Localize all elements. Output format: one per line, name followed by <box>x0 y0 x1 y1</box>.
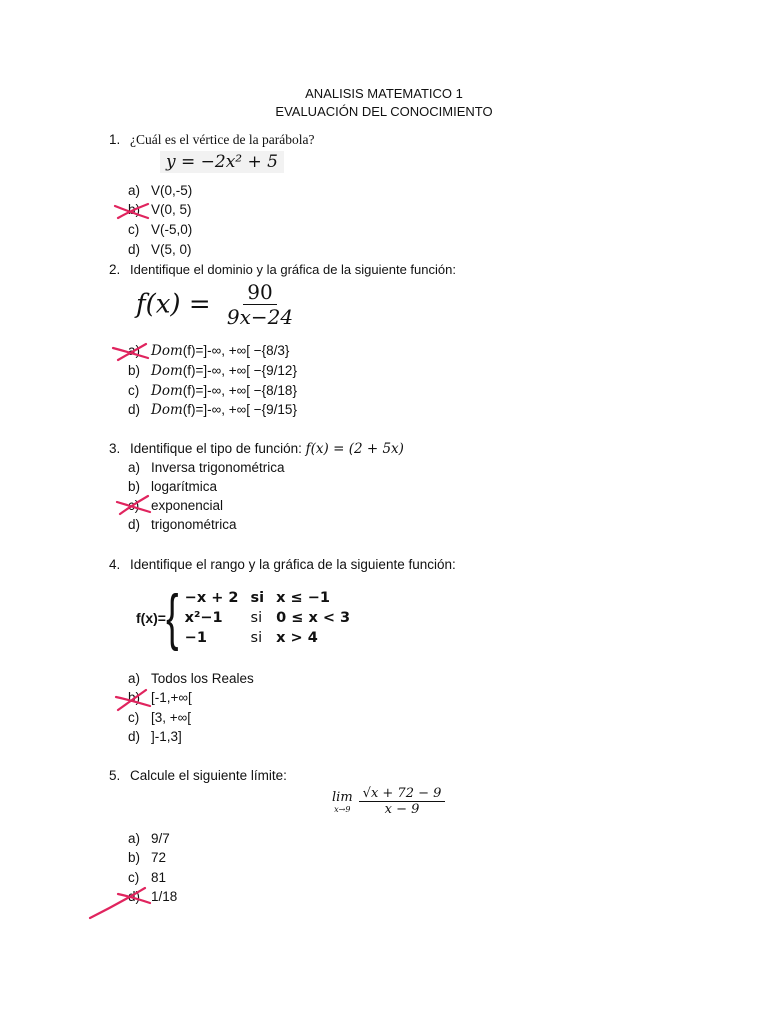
q2-option-a[interactable]: a) Dom(f)=]-∞, +∞[ −{8/3} <box>128 343 290 359</box>
question-text: Calcule el siguiente límite: <box>130 768 287 783</box>
question-number: 5. <box>109 768 121 783</box>
q5-option-a[interactable]: a) 9/7 <box>128 831 170 846</box>
q3-option-c[interactable]: c) exponencial <box>128 498 224 513</box>
question-number: 4. <box>109 557 121 572</box>
question-number: 3. <box>109 441 121 456</box>
q4-option-c[interactable]: c) [3, +∞[ <box>128 710 192 725</box>
q1-option-b[interactable]: b) V(0, 5) <box>128 202 192 217</box>
question-number: 1. <box>109 132 121 147</box>
q1-option-d[interactable]: d) V(5, 0) <box>128 242 192 257</box>
q4-option-d[interactable]: d) ]-1,3] <box>128 729 182 744</box>
q5-option-b[interactable]: b) 72 <box>128 850 167 865</box>
question-text: ¿Cuál es el vértice de la parábola? <box>130 132 315 147</box>
q2-option-b[interactable]: b) Dom(f)=]-∞, +∞[ −{9/12} <box>128 363 297 379</box>
q5-option-c[interactable]: c) 81 <box>128 870 167 885</box>
q5-option-d[interactable]: d) 1/18 <box>128 889 178 904</box>
q4-option-a[interactable]: a) Todos los Reales <box>128 671 254 686</box>
q2-option-d[interactable]: d) Dom(f)=]-∞, +∞[ −{9/15} <box>128 402 297 418</box>
q3-option-b[interactable]: b) logarítmica <box>128 479 218 494</box>
q1-option-c[interactable]: c) V(-5,0) <box>128 222 193 237</box>
question-1-formula: y = −2x² + 5 <box>160 151 284 173</box>
q3-option-d[interactable]: d) trigonométrica <box>128 517 237 532</box>
question-text: Identifique el dominio y la gráfica de la siguiente función: <box>130 262 456 277</box>
question-number: 2. <box>109 262 121 277</box>
question-2-formula: f(x) = $\frac{90}{9x-24}$ <box>136 280 294 329</box>
q4-option-b[interactable]: b) [-1,+∞[ <box>128 690 192 705</box>
q2-option-c[interactable]: c) Dom(f)=]-∞, +∞[ −{8/18} <box>128 383 297 399</box>
question-4-piecewise: f(x)= { −x + 2 si x ≤ −1 x²−1 si 0 ≤ x < 3 −1 si x > 4 <box>136 583 351 652</box>
question-text: Identifique el tipo de función: <box>130 441 302 456</box>
question-text: Identifique el rango y la gráfica de la siguiente función: <box>130 557 456 572</box>
question-5-limit: lim x→9 $\frac{√x + 72 - 9}{x - 9}$ <box>332 786 445 817</box>
q1-option-a[interactable]: a) V(0,-5) <box>128 183 193 198</box>
q3-option-a[interactable]: a) Inversa trigonométrica <box>128 460 285 475</box>
title-line-2: EVALUACIÓN DEL CONOCIMIENTO <box>275 104 493 119</box>
title-line-1: ANALISIS MATEMATICO 1 <box>305 86 463 101</box>
question-3-formula: f(x) = (2 + 5x) <box>305 441 404 457</box>
